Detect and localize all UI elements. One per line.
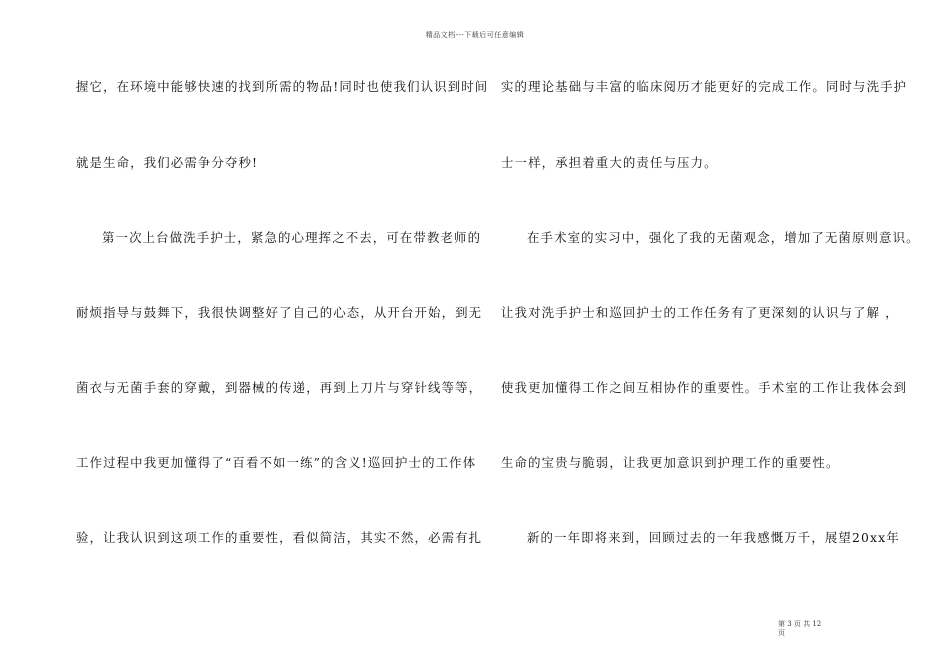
text-line: 让我对洗手护士和巡回护士的工作任务有了更深刻的认识与了解 ， <box>501 305 899 320</box>
text-line: 士一样，承担着重大的责任与压力。 <box>501 155 718 170</box>
page-header: 精品文档---下载后可任意编辑 <box>425 31 525 39</box>
text-line: 生命的宝贵与脆弱，让我更加意识到护理工作的重要性。 <box>501 455 840 470</box>
text-line: 在手术室的实习中，强化了我的无菌观念，增加了无菌原则意识。 <box>527 230 920 245</box>
text-line: 第一次上台做洗手护士，紧急的心理挥之不去，可在带教老师的 <box>102 230 482 245</box>
text-line: 新的一年即将来到，回顾过去的一年我感慨万千，展望20xx年 <box>527 530 900 545</box>
text-line: 菌衣与无菌手套的穿戴，到器械的传递，再到上刀片与穿针线等等， <box>76 380 483 395</box>
text-line: 就是生命，我们必需争分夺秒! <box>76 155 259 170</box>
text-line: 验，让我认识到这项工作的重要性，看似简洁，其实不然，必需有扎 <box>76 530 483 545</box>
text-line: 实的理论基础与丰富的临床阅历才能更好的完成工作。同时与洗手护 <box>501 79 908 94</box>
text-line: 使我更加懂得工作之间互相协作的重要性。手术室的工作让我体会到 <box>501 380 908 395</box>
page-number-unit: 页 <box>778 629 785 637</box>
text-line: 握它，在环境中能够快速的找到所需的物品!同时也使我们认识到时间 <box>76 79 489 94</box>
text-line: 工作过程中我更加懂得了“百看不如一练”的含义!巡回护士的工作体 <box>76 455 477 470</box>
text-line: 耐烦指导与鼓舞下，我很快调整好了自己的心态，从开台开始，到无 <box>76 305 483 320</box>
page-number: 第 3 页 共 12 <box>778 620 822 628</box>
page-footer <box>778 620 821 638</box>
